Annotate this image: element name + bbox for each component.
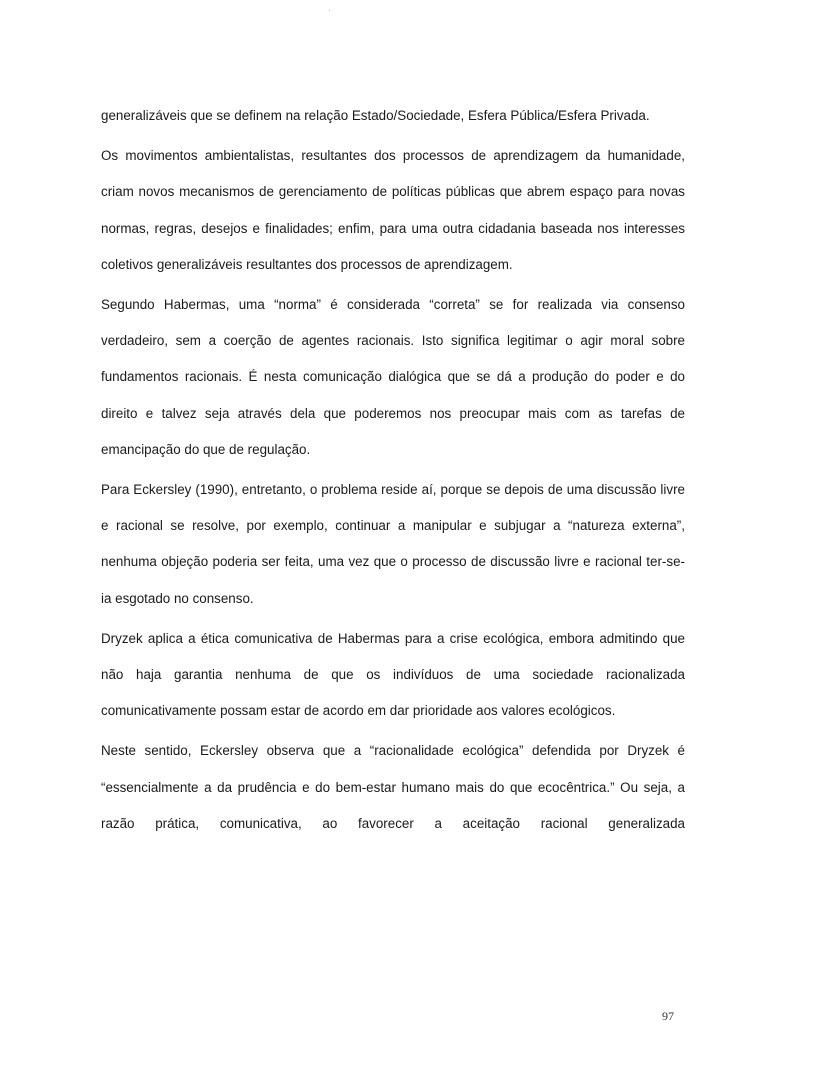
body-text bbox=[101, 98, 685, 846]
paragraph-habermas: Segundo Habermas, uma “norma” é considerada “correta” se for realizada via consenso verdadeiro, sem a coerção de agentes racionais. Isto significa legitimar o agir moral sobre fundamentos racionais. É nesta comunicação dialógica que se dá a produção do poder e do direito e talvez seja através dela que poderemos nos preocupar mais com as tarefas de emancipação do que de regulação. bbox=[101, 297, 685, 457]
paragraph-eckersley: Para Eckersley (1990), entretanto, o problema reside aí, porque se depois de uma discussão livre e racional se resolve, por exemplo, continuar a manipular e subjugar a “natureza externa”, nenhuma objeção poderia ser feita, uma vez que o processo de discussão livre e racional ter-se-ia esgotado no consenso. bbox=[101, 482, 685, 606]
page-number: 97 bbox=[662, 1009, 674, 1023]
paragraph-ambientalistas: Os movimentos ambientalistas, resultantes dos processos de aprendizagem da humanidade, criam novos mecanismos de gerenciamento de políticas públicas que abrem espaço para novas normas, regras, desejos e finalidades; enfim, para uma outra cidadania baseada nos interesses coletivos generalizáveis resultantes dos processos de aprendizagem. bbox=[101, 148, 685, 272]
paragraph-dryzek: Dryzek aplica a ética comunicativa de Habermas para a crise ecológica, embora admitindo que não haja garantia nenhuma de que os indivíduos de uma sociedade racionalizada comunicativamente possam estar de acordo em dar prioridade aos valores ecológicos. bbox=[101, 630, 685, 719]
scan-speck bbox=[329, 10, 330, 11]
paragraph-continuation: generalizáveis que se definem na relação Estado/Sociedade, Esfera Pública/Esfera Privada. bbox=[101, 108, 650, 123]
paragraph-sentido: Neste sentido, Eckersley observa que a “racionalidade ecológica” defendida por Dryzek é “essencialmente a da prudência e do bem-estar humano mais do que ecocêntrica.” Ou seja, a razão prática, comunicativa, ao favorecer a aceitação racional generalizada bbox=[101, 743, 685, 831]
